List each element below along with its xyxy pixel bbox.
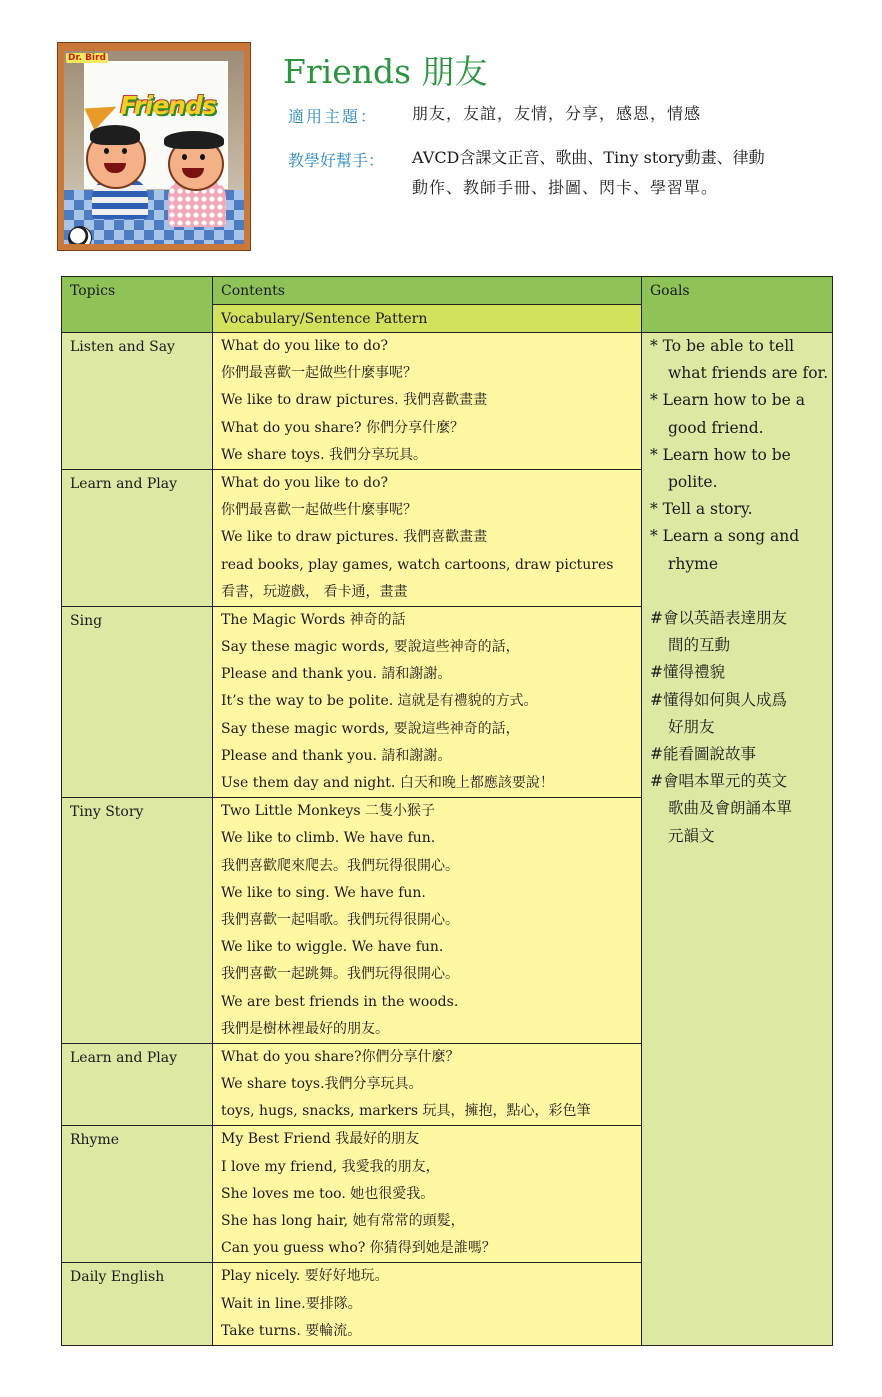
content-line: 我們喜歡一起跳舞。我們玩得很開心。 bbox=[221, 966, 459, 983]
content-line: Play nicely. 要好好地玩。 bbox=[221, 1268, 389, 1285]
header-contents: Contents bbox=[213, 277, 642, 305]
content-line: We like to wiggle. We have fun. bbox=[221, 939, 444, 956]
goals-cell bbox=[642, 333, 833, 1346]
content-line: It’s the way to be polite. 這就是有禮貌的方式。 bbox=[221, 693, 538, 710]
content-line: Say these magic words, 要說這些神奇的話， bbox=[221, 639, 520, 656]
content-line: She loves me too. 她也很愛我。 bbox=[221, 1185, 435, 1202]
goal-item: #能看圖說故事 bbox=[650, 745, 756, 764]
content-line: Please and thank you. 請和謝謝。 bbox=[221, 747, 452, 764]
content-line: Please and thank you. 請和謝謝。 bbox=[221, 666, 452, 683]
topic-cell bbox=[62, 1263, 213, 1346]
topic-label: Daily English bbox=[70, 1269, 165, 1286]
topic-label: Listen and Say bbox=[70, 339, 175, 355]
content-line: 你們最喜歡一起做些什麼事呢？ bbox=[221, 365, 417, 382]
content-line: I love my friend, 我愛我的朋友， bbox=[221, 1158, 440, 1175]
content-cell bbox=[213, 333, 642, 470]
content-cell bbox=[213, 469, 642, 606]
topic-cell bbox=[62, 1126, 213, 1263]
content-line: What do you share? 你們分享什麼？ bbox=[221, 419, 464, 436]
topic-cell bbox=[62, 606, 213, 797]
helpers-line-1: AVCD含課文正音、歌曲、Tiny story動畫、律動 bbox=[412, 148, 765, 167]
goal-item-continued: rhyme bbox=[668, 554, 719, 573]
goal-item: * To be able to tell bbox=[650, 337, 795, 355]
theme-value: 朋友，友誼，友情，分享，感恩，情感 bbox=[412, 104, 702, 123]
content-cell bbox=[213, 606, 642, 797]
content-line: We are best friends in the woods. bbox=[221, 993, 459, 1010]
content-line: 你們最喜歡一起做些什麼事呢？ bbox=[221, 502, 417, 519]
content-line: Can you guess who? 你猜得到她是誰嗎？ bbox=[221, 1240, 496, 1257]
content-line: Use them day and night. 白天和晚上都應該要說！ bbox=[221, 775, 554, 791]
topic-label: Learn and Play bbox=[70, 1049, 178, 1066]
content-line: 看書，玩遊戲， 看卡通，畫畫 bbox=[221, 583, 408, 600]
lesson-plan-table bbox=[61, 276, 833, 1346]
goal-item-continued: polite. bbox=[668, 473, 718, 492]
content-line: 我們是樹林裡最好的朋友。 bbox=[221, 1020, 389, 1037]
content-line: We share toys. 我們分享玩具。 bbox=[221, 446, 428, 463]
content-line: We like to climb. We have fun. bbox=[221, 830, 436, 847]
content-line: My Best Friend 我最好的朋友 bbox=[221, 1131, 420, 1148]
topic-label: Sing bbox=[70, 612, 103, 629]
boy-eye bbox=[122, 148, 127, 154]
content-cell bbox=[213, 798, 642, 1044]
theme-label: 適用主題： bbox=[288, 107, 379, 126]
goal-item: * Tell a story. bbox=[650, 500, 753, 519]
boy-eye bbox=[104, 148, 109, 154]
goal-item: * Learn how to be bbox=[650, 445, 791, 464]
topic-cell bbox=[62, 469, 213, 606]
helpers-line-2: 動作、教師手冊、掛圖、閃卡、學習單。 bbox=[412, 178, 719, 197]
goal-item-continued: 間的互動 bbox=[668, 636, 731, 655]
publisher-logo: Dr. Bird bbox=[68, 53, 107, 63]
content-line: We like to draw pictures. 我們喜歡畫畫 bbox=[221, 529, 488, 546]
content-line: read books, play games, watch cartoons, draw pictures bbox=[221, 556, 614, 573]
content-line: 我們喜歡爬來爬去。我們玩得很開心。 bbox=[221, 857, 459, 874]
boy-hair bbox=[90, 125, 140, 145]
topic-label: Learn and Play bbox=[70, 475, 178, 492]
content-line: We like to draw pictures. 我們喜歡畫畫 bbox=[221, 392, 488, 409]
table-row bbox=[62, 333, 833, 470]
page-title: Friends 朋友 bbox=[283, 52, 488, 91]
goal-item: #會以英語表達朋友 bbox=[650, 609, 787, 628]
soccer-ball-icon bbox=[68, 226, 92, 244]
content-line: toys, hugs, snacks, markers 玩具，擁抱，點心，彩色筆 bbox=[221, 1103, 591, 1120]
content-line: What do you share?你們分享什麼？ bbox=[221, 1048, 460, 1065]
goal-item-continued: 歌曲及會朗誦本單 bbox=[668, 799, 793, 818]
content-line: Wait in line.要排隊。 bbox=[221, 1295, 362, 1312]
topic-label: Tiny Story bbox=[70, 804, 144, 821]
content-cell bbox=[213, 1263, 642, 1346]
goal-item: #會唱本單元的英文 bbox=[650, 772, 787, 791]
topic-label: Rhyme bbox=[70, 1132, 120, 1149]
book-cover bbox=[57, 42, 251, 251]
content-line: Take turns. 要輪流。 bbox=[221, 1322, 362, 1339]
content-line: 我們喜歡一起唱歌。我們玩得很開心。 bbox=[221, 911, 459, 928]
goal-item: #懂得如何與人成爲 bbox=[650, 690, 787, 709]
content-line: What do you like to do? bbox=[221, 338, 389, 354]
goal-item-continued: 好朋友 bbox=[668, 717, 715, 736]
goals-list bbox=[642, 333, 832, 850]
header-vocabulary: Vocabulary/Sentence Pattern bbox=[213, 305, 642, 333]
content-line: Two Little Monkeys 二隻小猴子 bbox=[221, 803, 436, 820]
header-goals: Goals bbox=[642, 277, 833, 333]
girl-eye bbox=[200, 154, 205, 160]
goal-item: #懂得禮貌 bbox=[650, 663, 725, 682]
content-line: We share toys.我們分享玩具。 bbox=[221, 1076, 423, 1093]
cover-illustration bbox=[64, 51, 244, 244]
content-line: The Magic Words 神奇的話 bbox=[221, 611, 406, 628]
goal-item-continued: 元韻文 bbox=[668, 826, 715, 845]
helpers-label: 教學好幫手： bbox=[288, 151, 385, 170]
content-line: Say these magic words, 要說這些神奇的話， bbox=[221, 720, 520, 737]
goal-item-continued: good friend. bbox=[668, 418, 764, 437]
cover-title: Friends bbox=[120, 91, 216, 120]
content-cell bbox=[213, 1126, 642, 1263]
content-line: What do you like to do? bbox=[221, 474, 389, 491]
goal-item-continued: what friends are for. bbox=[668, 364, 829, 383]
topic-cell bbox=[62, 333, 213, 470]
goals-spacer bbox=[650, 578, 828, 605]
goal-item: * Learn a song and bbox=[650, 527, 800, 546]
topic-cell bbox=[62, 1043, 213, 1126]
content-cell bbox=[213, 1043, 642, 1126]
girl-hair bbox=[164, 131, 224, 149]
girl-eye bbox=[182, 154, 187, 160]
topic-cell bbox=[62, 798, 213, 1044]
content-line: We like to sing. We have fun. bbox=[221, 884, 426, 901]
header-topics: Topics bbox=[62, 277, 213, 333]
goal-item: * Learn how to be a bbox=[650, 391, 805, 410]
content-line: She has long hair, 她有常常的頭髮， bbox=[221, 1213, 465, 1229]
